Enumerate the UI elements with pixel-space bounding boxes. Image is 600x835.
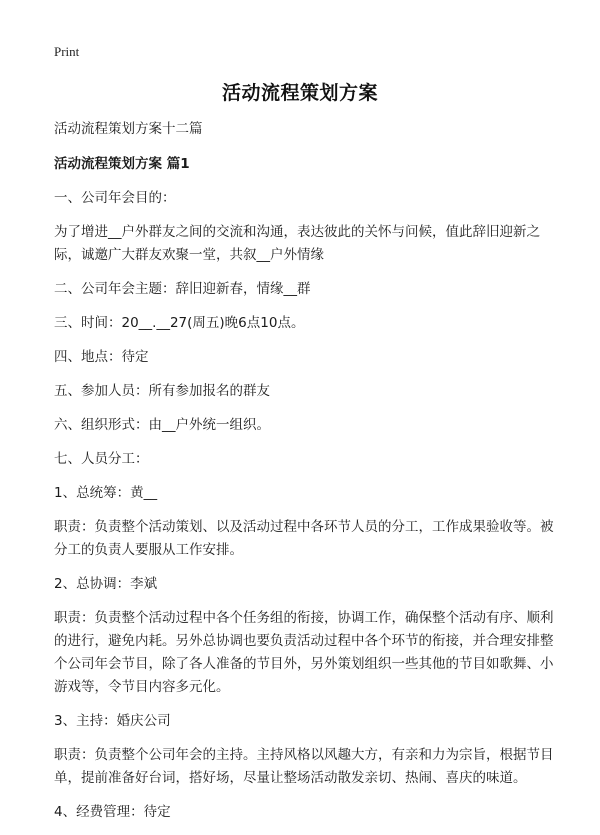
paragraph-host-duty: 职责：负责整个公司年会的主持。主持风格以风趣大方，有亲和力为宗旨，根据节目单，提前准备好台词，搭好场，尽量让整场活动散发亲切、热闹、喜庆的味道。	[54, 747, 554, 786]
paragraph-theme: 二、公司年会主题：辞旧迎新春，情缘__群	[54, 281, 311, 297]
document-body	[54, 118, 554, 835]
paragraph-host-role: 3、主持：婚庆公司	[54, 713, 171, 729]
paragraph-purpose-text: 为了增进__户外群友之间的交流和沟通，表达彼此的关怀与问候，值此辞旧迎新之际，诚邀广大群友欢聚一堂，共叙__户外情缘	[54, 224, 540, 263]
paragraph-finance-role: 4、经费管理：待定	[54, 804, 171, 820]
paragraph-general-coordinator-duty: 职责：负责整个活动过程中各个任务组的衔接，协调工作，确保整个活动有序、顺利的进行，避免内耗。另外总协调也要负责活动过程中各个环节的衔接，并合理安排整个公司年会节目，除了各人准备的节目外，另外策划组织一些其他的节目如歌舞、小游戏等，令节目内容多元化。	[54, 610, 554, 695]
print-label: Print	[54, 44, 80, 59]
paragraph-coordinator-role: 1、总统筹：黄__	[54, 485, 158, 501]
paragraph-purpose-heading: 一、公司年会目的：	[54, 190, 176, 206]
section-heading: 活动流程策划方案 篇1	[54, 156, 190, 172]
paragraph-general-coordinator-role: 2、总协调：李斌	[54, 576, 158, 592]
paragraph-participants: 五、参加人员：所有参加报名的群友	[54, 383, 270, 399]
paragraph-location: 四、地点：待定	[54, 349, 149, 365]
paragraph-organization: 六、组织形式：由__户外统一组织。	[54, 417, 270, 433]
document-subtitle: 活动流程策划方案十二篇	[54, 121, 203, 137]
page-title: 活动流程策划方案	[221, 82, 378, 104]
paragraph-time: 三、时间：20__.__27(周五)晚6点10点。	[54, 315, 305, 331]
paragraph-coordinator-duty: 职责：负责整个活动策划、以及活动过程中各环节人员的分工，工作成果验收等。被分工的负责人要服从工作安排。	[54, 519, 554, 558]
paragraph-staff-heading: 七、人员分工：	[54, 451, 149, 467]
